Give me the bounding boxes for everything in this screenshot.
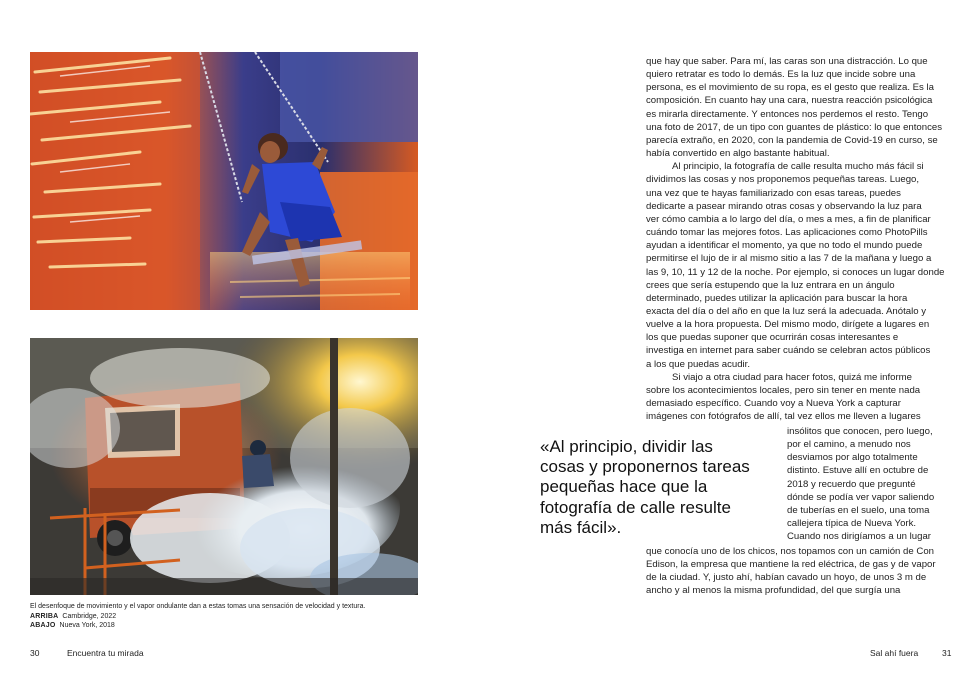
body-text-line: [787, 464, 934, 477]
body-text-line: [646, 318, 945, 331]
body-text-line-content: insólitos que conocen, pero luego,: [787, 426, 933, 437]
body-text-line: [787, 504, 934, 517]
body-text-line-content: vuelve a la hora propuesta. Del mismo modo, dirígete a lugares en: [646, 319, 930, 331]
body-text-line-content: es mirarla directamente. Y entonces nos perdemos el resto. Tengo: [646, 108, 929, 120]
body-text-line: [787, 438, 934, 451]
pull-quote-line: «Al principio, dividir las: [540, 437, 713, 456]
body-text-line: [787, 425, 934, 438]
body-text-line-content: que hay que saber. Para mí, las caras son una distracción. Lo que: [646, 56, 928, 67]
body-text-line: [646, 292, 945, 305]
body-text-line: [646, 252, 945, 265]
body-text-line: [646, 584, 936, 597]
body-text-line-content: Al principio, la fotografía de calle resulta mucho más fácil si: [672, 161, 924, 173]
body-text-line: [646, 358, 945, 371]
body-text-line-content: había convertido en algo bastante habitual.: [646, 148, 830, 160]
body-text-line-content: dedicarte a pasear mirando otras cosas y observando la luz para: [646, 200, 922, 212]
body-text-line: [646, 558, 936, 571]
body-text-line: [646, 305, 945, 318]
body-text-line-content: a los que puedas acudir.: [646, 358, 751, 370]
body-text-line-content: por el camino, a menudo nos: [787, 439, 911, 451]
body-text-line-content: permitirse el lujo de ir al mismo sitio a las 7 de la mañana y luego a: [646, 253, 932, 265]
photo-steam-truck: [30, 338, 418, 595]
body-text-line: [787, 530, 934, 543]
body-text-line-content: sobre los acontecimientos locales, pero sin tener en mente nada: [646, 384, 921, 396]
body-text-line: [646, 571, 936, 584]
body-text-line: [646, 68, 945, 81]
body-text-line: [646, 55, 945, 68]
body-text-line-content: composición. En cuanto hay una cara, nuestra reacción psicológica: [646, 95, 933, 107]
body-text-line-content: imágenes con fotógrafos de allí, tal vez ellos me lleven a lugares: [646, 411, 921, 423]
photo-caption: [30, 602, 430, 631]
pull-quote-line: fotografía de calle resulte: [540, 497, 731, 517]
body-text-line: [646, 94, 945, 107]
body-text-line: [646, 173, 945, 186]
body-text-line-content: Edison, la empresa que mantiene la red eléctrica, de gas y de vapor: [646, 559, 936, 571]
body-text-line-content: demasiado específico. Cuando voy a Nueva York a capturar: [646, 398, 901, 410]
pull-quote-line: más fácil».: [540, 517, 622, 537]
body-text-line-content: de tuberías en el suelo, una toma: [787, 504, 930, 516]
body-text-line: [787, 478, 934, 491]
page-number-left: 30: [30, 648, 40, 658]
body-text-line-content: crees que sería estupendo que la luz entrara en un ángulo: [646, 279, 895, 291]
body-text-line-content: de la ciudad. Y, justo ahí, habían cavado un hoyo, de unos 3 m de: [646, 572, 927, 584]
body-text-line: [646, 108, 945, 121]
body-text-line-content: una foto de 2017, de un tipo con guantes de plástico: lo que entonces: [646, 121, 943, 133]
body-text-line: [787, 491, 934, 504]
body-text-line: [646, 331, 945, 344]
body-text-line-content: 2018 y recuerdo que pregunté: [787, 478, 916, 490]
body-text-line: [646, 239, 945, 252]
body-text-line-content: distinto. Estuve allí en octubre de: [787, 465, 929, 477]
body-text-line-content: dónde se podía ver vapor saliendo: [787, 491, 935, 503]
running-head-left: Encuentra tu mirada: [67, 648, 144, 658]
body-text-line: [787, 451, 934, 464]
body-text-line: [646, 384, 945, 397]
body-text-line: [646, 147, 945, 160]
photo-swing-ride: [30, 52, 418, 310]
body-text-line: [646, 545, 936, 558]
body-text-line-content: que conocía uno de los chicos, nos topamos con un camión de Con: [646, 546, 934, 557]
body-text-line: [646, 81, 945, 94]
pull-quote-line: pequeñas hace que la: [540, 477, 708, 497]
body-text-line-content: ayudan a identificar el momento, ya que no todo el mundo puede: [646, 240, 923, 252]
body-text-line-content: Si viajo a otra ciudad para hacer fotos, quizá me informe: [672, 371, 912, 383]
caption-value-bottom: Nueva York, 2018: [59, 622, 115, 630]
body-text-line-content: cuándo tomar las mejores fotos. Las aplicaciones como PhotoPills: [646, 227, 928, 239]
body-text-end: [646, 545, 936, 598]
body-text-line-content: exacta del día o del año en que la luz será la adecuada. Anótalo y: [646, 305, 927, 317]
body-text-narrow: [787, 425, 934, 543]
pull-quote-line: cosas y proponernos tareas: [540, 457, 750, 477]
body-text-line: [646, 187, 945, 200]
body-text-line-content: una vez que te hayas familiarizado con esas tareas, puedes: [646, 187, 901, 199]
body-text-line-content: ancho y al menos la misma profundidad, del que surgía una: [646, 585, 901, 597]
body-text-line: [646, 213, 945, 226]
caption-line-top: [30, 612, 430, 622]
body-text-line-content: ver cómo cambia a lo largo del día, o mes a mes, a fin de planificar: [646, 213, 931, 225]
body-text-line: [646, 134, 945, 147]
body-text-line: [646, 397, 945, 410]
body-text-line: [646, 266, 945, 279]
body-text-line: [646, 121, 945, 134]
body-text-line-content: los que puedas suponer que ocurrirán cosas interesantes e: [646, 332, 899, 344]
caption-text: El desenfoque de movimiento y el vapor ondulante dan a estas tomas una sensación de velocidad y textura.: [30, 603, 366, 610]
caption-label-top: ARRIBA: [30, 612, 59, 620]
body-text-line-content: investiga en internet para saber cuándo se celebran actos públicos: [646, 345, 931, 357]
caption-label-bottom: ABAJO: [30, 622, 56, 630]
body-text-line-content: las 9, 10, 11 y 12 de la noche. Por ejemplo, si conoces un lugar donde: [646, 266, 945, 278]
caption-value-top: Cambridge, 2022: [62, 612, 117, 620]
body-text-line: [646, 226, 945, 239]
body-text-line: [646, 279, 945, 292]
body-text-line-content: persona, es el movimiento de su ropa, es el gesto que realiza. Es la: [646, 82, 934, 94]
body-text-line-content: callejera típica de Nueva York.: [787, 518, 917, 530]
body-text-line-content: determinado, puedes utilizar la aplicación para buscar la hora: [646, 292, 908, 304]
page-number-right: 31: [942, 648, 952, 658]
pull-quote: [540, 437, 780, 538]
body-text-line: [646, 160, 945, 173]
caption-line-bottom: [30, 621, 430, 631]
body-text-line: [646, 410, 945, 423]
body-text-line-content: Cuando nos dirigíamos a un lugar: [787, 531, 931, 543]
body-text-line-content: quiero retratar es todo lo demás. Es la luz que incide sobre una: [646, 69, 916, 81]
body-text-line: [646, 371, 945, 384]
body-text-line-content: parecía extraño, en 2020, con la pandemia de Covid-19 en curso, se: [646, 134, 938, 146]
body-text-line-content: desviamos por algo totalmente: [787, 452, 918, 464]
running-head-right: Sal ahí fuera: [870, 648, 919, 658]
body-text-line: [787, 517, 934, 530]
body-text-line: [646, 344, 945, 357]
body-text-line: [646, 200, 945, 213]
body-text-line-content: dividimos las cosas y nos proponemos pequeñas tareas. Luego,: [646, 174, 920, 186]
body-text-main: [646, 55, 945, 423]
